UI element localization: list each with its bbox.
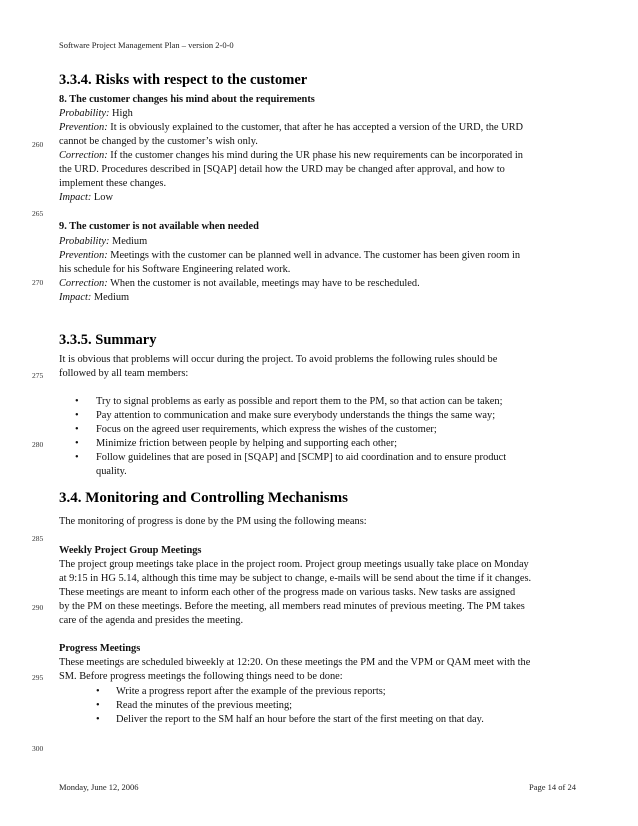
list-item: Deliver the report to the SM half an hour before the start of the first meeting on that day.: [116, 714, 484, 725]
line-number: 300: [32, 744, 44, 753]
risk-correction: Correction: If the customer changes his mind during the UR phase his new requirements can be incorporated in: [59, 150, 523, 161]
risk-text-line: the URD. Procedures described in [SQAP] detail how the URD may be changed after approval, and how to: [59, 164, 505, 175]
paragraph-line: at 9:15 in HG 5.14, although this time may be subject to change, e-mails will be send about the time if it changes.: [59, 573, 532, 584]
line-number: 280: [32, 440, 44, 449]
list-item: Focus on the agreed user requirements, which express the wishes of the customer;: [96, 424, 437, 435]
section-heading: 3.3.4. Risks with respect to the customer: [59, 72, 308, 88]
bullet-icon: •: [75, 410, 79, 421]
paragraph-line: followed by all team members:: [59, 368, 189, 379]
list-item: Write a progress report after the example of the previous reports;: [116, 686, 386, 697]
paragraph-line: These meetings are scheduled biweekly at 12:20. On these meetings the PM and the VPM or QAM meet with the: [59, 657, 531, 668]
section-heading: 3.4. Monitoring and Controlling Mechanisms: [59, 490, 348, 506]
bullet-icon: •: [75, 452, 79, 463]
line-number: 290: [32, 603, 44, 612]
line-number: 270: [32, 278, 44, 287]
list-item: Pay attention to communication and make sure everybody understands the things the same way;: [96, 410, 496, 421]
footer-page-number: Page 14 of 24: [529, 782, 576, 792]
risk-title: 8. The customer changes his mind about the requirements: [59, 94, 315, 105]
risk-prevention: Prevention: Meetings with the customer can be planned well in advance. The customer has been given room in: [59, 250, 521, 261]
bullet-icon: •: [96, 700, 100, 711]
line-number: 260: [32, 140, 44, 149]
line-number: 285: [32, 534, 44, 543]
risk-impact: Impact: Low: [59, 192, 113, 203]
paragraph-line: It is obvious that problems will occur during the project. To avoid problems the following rules should be: [59, 354, 498, 365]
risk-impact: Impact: Medium: [59, 292, 130, 303]
list-item-continuation: quality.: [96, 466, 127, 477]
subsection-title: Weekly Project Group Meetings: [59, 545, 202, 556]
paragraph-line: SM. Before progress meetings the following things need to be done:: [59, 671, 343, 682]
risk-title: 9. The customer is not available when needed: [59, 221, 259, 232]
list-item: Minimize friction between people by helping and supporting each other;: [96, 438, 397, 449]
paragraph-line: by the PM on these meetings. Before the meeting, all members read minutes of previous meeting. The PM takes: [59, 601, 525, 612]
page-header: Software Project Management Plan – version 2-0-0: [59, 40, 234, 50]
paragraph-line: These meetings are meant to inform each other of the progress made on various tasks. New tasks are assigned: [59, 587, 516, 598]
paragraph-line: care of the agenda and presides the meeting.: [59, 615, 244, 626]
footer-date: Monday, June 12, 2006: [59, 782, 139, 792]
bullet-icon: •: [96, 714, 100, 725]
line-number: 275: [32, 371, 44, 380]
bullet-icon: •: [75, 396, 79, 407]
line-number: 295: [32, 673, 44, 682]
risk-text-line: implement these changes.: [59, 178, 167, 189]
bullet-icon: •: [75, 438, 79, 449]
risk-text-line: cannot be changed by the customer’s wish only.: [59, 136, 258, 147]
paragraph-line: The project group meetings take place in the project room. Project group meetings usually take place on Monday: [59, 559, 529, 570]
list-item: Follow guidelines that are posed in [SQAP] and [SCMP] to aid coordination and to ensure product: [96, 452, 507, 463]
line-number: 265: [32, 209, 44, 218]
section-heading: 3.3.5. Summary: [59, 332, 157, 348]
risk-text-line: his schedule for his Software Engineering related work.: [59, 264, 291, 275]
risk-probability: Probability: High: [59, 108, 133, 119]
list-item: Read the minutes of the previous meeting;: [116, 700, 293, 711]
risk-correction: Correction: When the customer is not available, meetings may have to be rescheduled.: [59, 278, 420, 289]
subsection-title: Progress Meetings: [59, 643, 141, 654]
risk-probability: Probability: Medium: [59, 236, 148, 247]
paragraph-line: The monitoring of progress is done by the PM using the following means:: [59, 516, 367, 527]
list-item: Try to signal problems as early as possible and report them to the PM, so that action can be taken;: [96, 396, 503, 407]
risk-prevention: Prevention: It is obviously explained to the customer, that after he has accepted a version of the URD, the URD: [59, 122, 524, 133]
bullet-icon: •: [75, 424, 79, 435]
bullet-icon: •: [96, 686, 100, 697]
